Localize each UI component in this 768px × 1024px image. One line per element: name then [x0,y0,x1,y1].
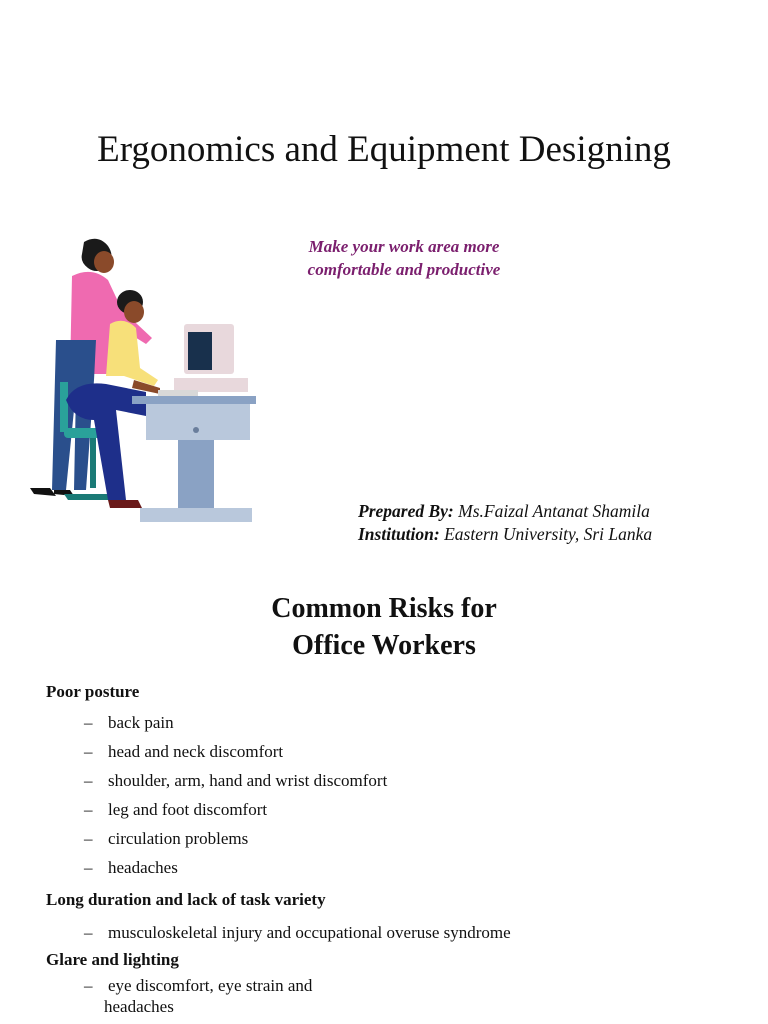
credits [358,500,652,546]
list-item: – leg and foot discomfort [84,800,268,819]
institution-label: Institution: [358,524,440,544]
list-item: – circulation problems [84,829,249,848]
section-heading-line-2: Office Workers [292,630,476,661]
tagline [292,235,516,281]
list-item: – eye discomfort, eye strain and [84,976,313,995]
section-title: Poor posture [46,682,140,701]
list-item: – headaches [84,858,178,877]
section-title: Long duration and lack of task variety [46,890,326,909]
tagline-line-2: comfortable and productive [307,260,501,279]
section-heading-line-1: Common Risks for [271,593,497,624]
prepared-by-label: Prepared By: [358,501,454,521]
prepared-by-value: Ms.Faizal Antanat Shamila [453,501,650,521]
tagline-line-1: Make your work area more [308,237,500,256]
section-heading [0,590,768,664]
office-workers-illustration [24,232,262,528]
institution-value: Eastern University, Sri Lanka [439,524,653,544]
section-title: Glare and lighting [46,950,179,969]
list-item: – head and neck discomfort [84,742,284,761]
list-item: – back pain [84,713,174,732]
list-item-continuation: headaches [104,997,174,1016]
list-item: – shoulder, arm, hand and wrist discomfort [84,771,388,790]
prepared-by-line [358,500,652,523]
slide-title: Ergonomics and Equipment Designing [97,129,671,170]
list-item: – musculoskeletal injury and occupational overuse syndrome [84,923,511,942]
institution-line [358,523,652,546]
